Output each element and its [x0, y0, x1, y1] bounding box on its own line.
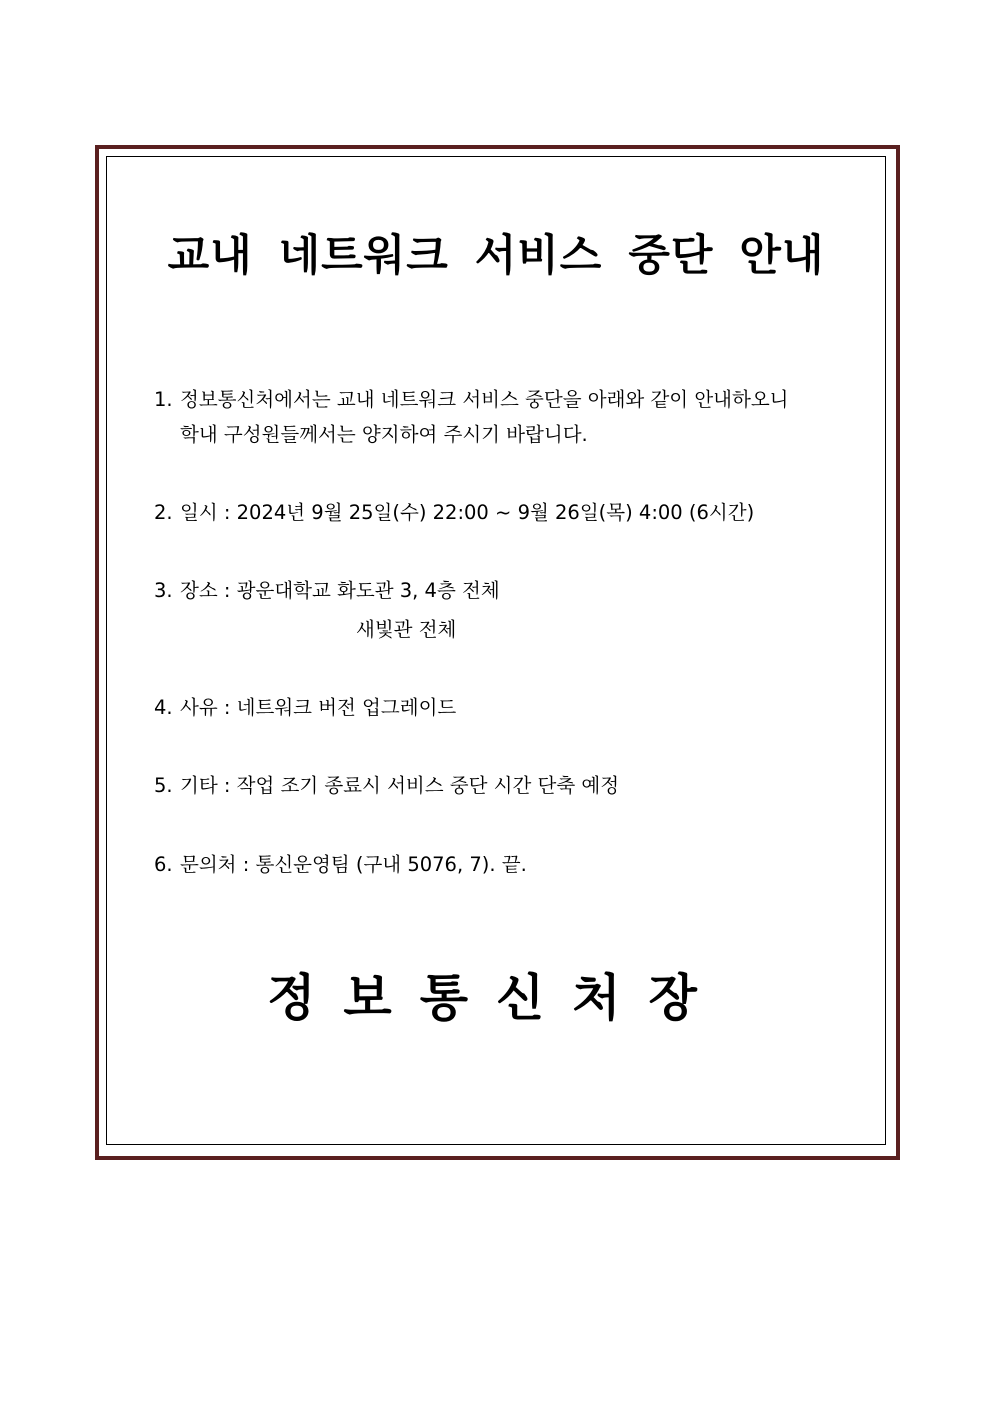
- item-number: 5.: [154, 774, 173, 797]
- notice-item-6: [154, 846, 527, 884]
- item-text: 장소 : 광운대학교 화도관 3, 4층 전체: [180, 579, 500, 602]
- notice-item-3: [154, 572, 500, 610]
- notice-title: 교내 네트워크 서비스 중단 안내: [167, 231, 825, 281]
- item-number: 6.: [154, 853, 173, 876]
- notice-item-5: [154, 767, 619, 805]
- item-text: 일시 : 2024년 9월 25일(수) 22:00 ~ 9월 26일(목) 4:00 (6시간): [180, 501, 755, 524]
- item-text: 문의처 : 통신운영팀 (구내 5076, 7). 끝.: [180, 853, 527, 876]
- notice-item-1: [154, 381, 789, 419]
- item-text: 사유 : 네트워크 버전 업그레이드: [180, 696, 457, 719]
- notice-item-1-continuation: 학내 구성원들께서는 양지하여 주시기 바랍니다.: [180, 423, 588, 446]
- item-text: 기타 : 작업 조기 종료시 서비스 중단 시간 단축 예정: [180, 774, 620, 797]
- item-number: 3.: [154, 579, 173, 602]
- notice-item-3-continuation: 새빛관 전체: [356, 618, 457, 641]
- item-number: 2.: [154, 501, 173, 524]
- notice-item-2: [154, 494, 754, 532]
- issuer-signature: 정보통신처장: [267, 969, 725, 1027]
- item-number: 1.: [154, 388, 173, 411]
- item-number: 4.: [154, 696, 173, 719]
- item-text: 정보통신처에서는 교내 네트워크 서비스 중단을 아래와 같이 안내하오니: [180, 388, 789, 411]
- notice-item-4: [154, 689, 456, 727]
